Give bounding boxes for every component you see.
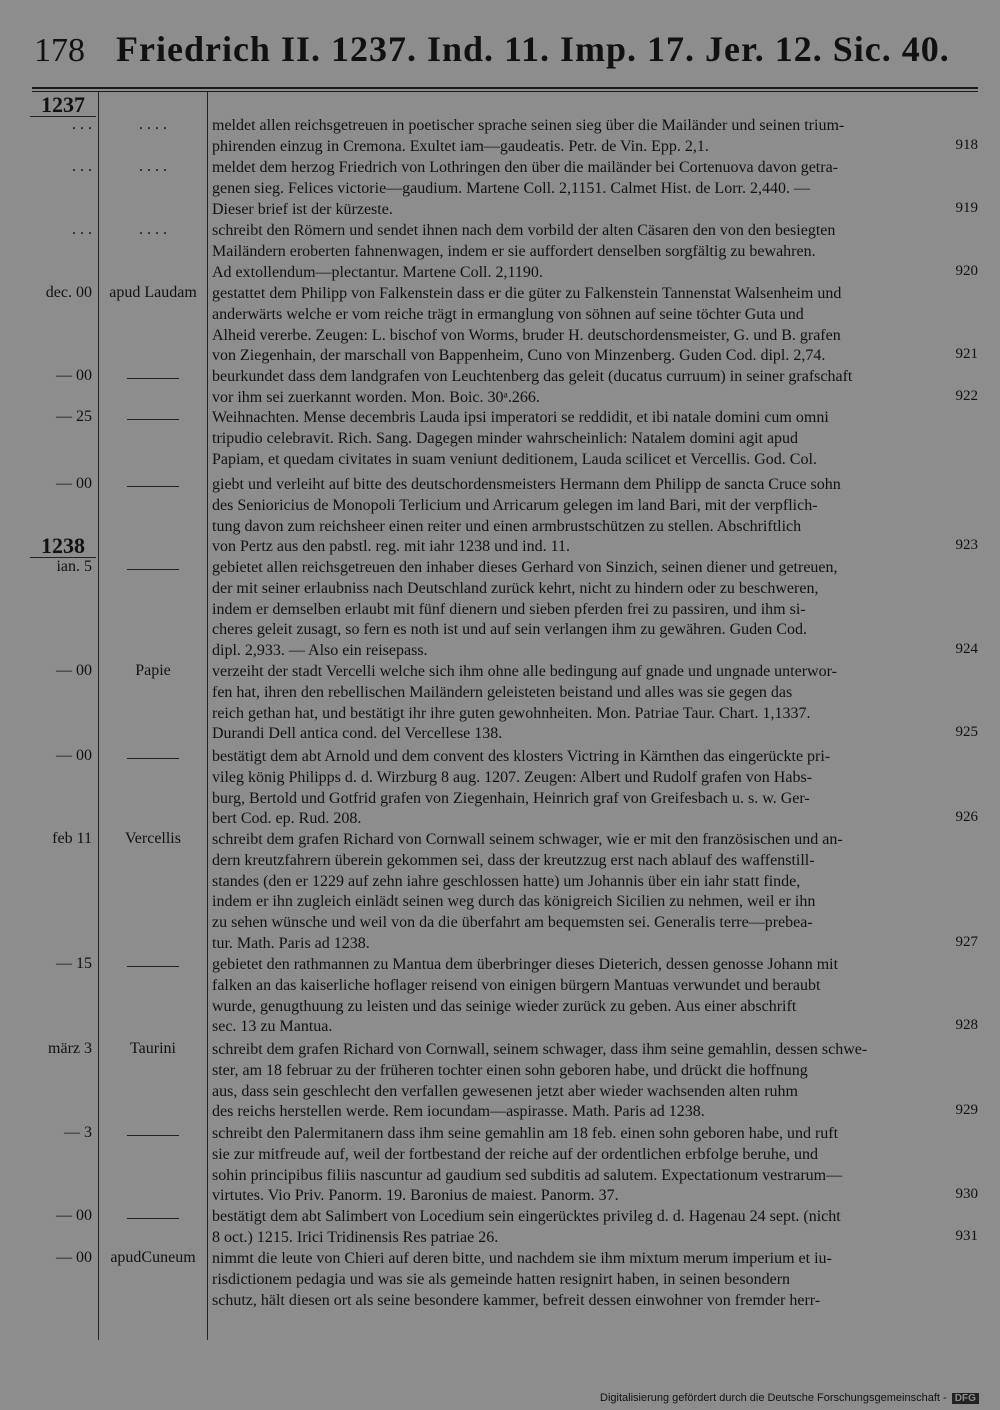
entry-date: — 3 <box>64 1124 92 1141</box>
entry-date: — 25 <box>56 408 92 425</box>
header-rule-thin <box>32 91 978 92</box>
entry-line: standes (den er 1229 auf zehn iahre geschlossen hatte) um Johannis über ein iahr statt finde, <box>212 872 801 890</box>
entry-place: Papie <box>135 662 171 679</box>
entry-line: beurkundet dass dem landgrafen von Leuchtenberg das geleit (ducatus curruum) in seiner grafschaft <box>212 368 853 385</box>
entry-line: giebt und verleiht auf bitte des deutschordensmeisters Hermann dem Philipp de sancta Cruce sohn <box>212 476 841 493</box>
entry-line: wurde, genugthuung zu leisten und das seinige wieder zurück zu geben. Aus einer abschrift <box>212 997 797 1015</box>
entry-number: 920 <box>955 262 978 279</box>
entry-text <box>212 158 978 220</box>
entry-line: sohin principibus filiis nascuntur ad gaudium sed subditis ad salutem. Expectationum vestrarum— <box>212 1166 843 1184</box>
entry-line: von Ziegenhain, der marschall von Bappenheim, Cuno von Minzenberg. Guden Cod. dipl. 2,74. <box>212 347 826 365</box>
entry-line: aus, dass sein geschlecht den verfallen gewesenen jetzt aber wieder wachsenden alten ruhm <box>212 1082 798 1100</box>
entry-date: — 00 <box>56 1207 92 1224</box>
entry-date: — 00 <box>56 747 92 764</box>
entry-number: 924 <box>955 641 978 658</box>
entry-line: schreibt den Römern und sendet ihnen nach dem vorbild der alten Cäsaren den von den besiegten <box>212 222 836 239</box>
entry-text <box>212 747 978 830</box>
entry-number: 931 <box>955 1227 978 1244</box>
entry-date: — 00 <box>56 475 92 492</box>
entry-date: . . . <box>72 116 92 133</box>
entry-line: Ad extollendum—plectantur. Martene Coll. 2,1190. <box>212 263 543 281</box>
entry-place: . . . . <box>139 116 167 133</box>
credit-text: Digitalisierung gefördert durch die Deutsche Forschungsgemeinschaft - <box>600 1392 947 1404</box>
entry-place <box>98 475 208 487</box>
entry-place: apud Laudam <box>109 284 197 301</box>
dfg-logo: DFG <box>952 1393 979 1404</box>
entry-number: 926 <box>955 809 978 826</box>
entry-line: dipl. 2,933. — Also ein reisepass. <box>212 642 428 660</box>
entry-text <box>212 1207 978 1249</box>
entry-place <box>98 367 208 379</box>
header-rule <box>32 87 978 89</box>
entry-number: 919 <box>955 199 978 216</box>
entry-text <box>212 558 978 662</box>
entry-line: schreibt dem grafen Richard von Cornwall, seinem schwager, dass ihm seine gemahlin, dessen schwe- <box>212 1041 868 1058</box>
entry-line: der mit seiner erlaubniss nach Deutschland zurück kehrt, nicht zu hindern oder zu beschweren, <box>212 579 819 597</box>
entry-line: 8 oct.) 1215. Irici Tridinensis Res patriae 26. <box>212 1228 499 1246</box>
ditto-dash <box>127 486 179 487</box>
entry-text <box>212 284 978 367</box>
entry-line: risdictionem pedagia und was sie als gemeinde hatten resignirt haben, in seinen besondern <box>212 1270 791 1288</box>
entry-line: gebietet allen reichsgetreuen den inhaber dieses Gerhard von Sinzich, seinen diener und getreuen, <box>212 559 838 576</box>
entry-date: — 00 <box>56 662 92 679</box>
column-divider-place <box>207 92 208 1340</box>
entry-line: ster, am 18 februar zu der früheren tochter einen sohn geboren habe, und drückt die hoffnung <box>212 1061 808 1079</box>
entry-number: 930 <box>955 1186 978 1203</box>
digitization-credit <box>600 1392 982 1404</box>
entry-date: — 15 <box>56 955 92 972</box>
entry-line: anderwärts welche er vom reiche trägt in ermanglung von söhnen auf seine töchter Guta und <box>212 305 804 323</box>
entry-line: phirenden einzug in Cremona. Exultet iam—gaudeatis. Petr. de Vin. Epp. 2,1. <box>212 137 709 155</box>
entry-place: apudCuneum <box>110 1249 196 1266</box>
ditto-dash <box>127 758 179 759</box>
ditto-dash <box>127 378 179 379</box>
ditto-dash <box>127 1135 179 1136</box>
entry-line: meldet dem herzog Friedrich von Lothringen den über die mailänder bei Cortenuova davon getra- <box>212 159 839 176</box>
entry-date: märz 3 <box>48 1040 92 1057</box>
entry-line: schreibt dem grafen Richard von Cornwall seinem schwager, wie er mit den französischen und an- <box>212 831 843 848</box>
entry-place <box>98 558 208 570</box>
entry-text <box>212 116 978 158</box>
ditto-dash <box>127 569 179 570</box>
year-heading-1237: 1237 <box>30 94 96 117</box>
entry-line: bestätigt dem abt Salimbert von Locedium sein eingerücktes privileg d. d. Hagenau 24 sept. (nicht <box>212 1208 841 1225</box>
entry-date: — 00 <box>56 1249 92 1266</box>
entry-date: — 00 <box>56 367 92 384</box>
ditto-dash <box>127 1218 179 1219</box>
entry-text <box>212 1249 978 1311</box>
column-divider-date <box>98 92 99 1340</box>
entry-text <box>212 221 978 283</box>
entry-place <box>98 1207 208 1219</box>
entry-line: des reichs herstellen werde. Rem iocundam—aspirasse. Math. Paris ad 1238. <box>212 1103 705 1121</box>
entry-line: nimmt die leute von Chieri auf deren bitte, und nachdem sie ihm mixtum merum imperium et iu- <box>212 1250 832 1267</box>
entry-line: tung davon zum reichsheer einen reiter und einen armbrustschützen zu stellen. Abschriftlich <box>212 517 802 535</box>
entry-line: verzeiht der stadt Vercelli welche sich ihm ohne alle bedingung auf gnade und ungnade unterwor- <box>212 663 837 680</box>
entry-number: 927 <box>955 934 978 950</box>
entry-place: Vercellis <box>125 830 181 847</box>
entry-line: genen sieg. Felices victorie—gaudium. Martene Coll. 2,1151. Calmet Hist. de Lorr. 2,440. — <box>212 179 810 197</box>
entry-line: vor ihm sei zuerkannt worden. Mon. Boic. 30ᵃ.266. <box>212 388 540 406</box>
entry-number: 928 <box>955 1017 978 1034</box>
entry-line: Dieser brief ist der kürzeste. <box>212 200 393 218</box>
entry-date: dec. 00 <box>45 284 92 301</box>
page-number: 178 <box>34 32 85 69</box>
entry-line: fen hat, ihren den rebellischen Mailändern geleisteten beistand und alles was sie gegen das <box>212 683 793 701</box>
entry-line: tripudio celebravit. Rich. Sang. Dagegen minder wahrscheinlich: Natalem domini agit apud <box>212 429 799 447</box>
entry-line: zu sehen wünsche und weil von da die überfahrt am bequemsten sei. Generalis terre—prebea- <box>212 914 813 932</box>
entry-text <box>212 367 978 409</box>
entry-text <box>212 475 978 558</box>
entry-text <box>212 955 978 1038</box>
year-heading-1238: 1238 <box>30 535 96 558</box>
entry-number: 918 <box>955 136 978 153</box>
running-header <box>32 28 952 76</box>
entry-line: schutz, hält diesen ort als seine besondere kammer, befreit dessen einwohner von fremder herr- <box>212 1291 821 1309</box>
entry-text <box>212 830 978 955</box>
entry-line: sec. 13 zu Mantua. <box>212 1018 333 1036</box>
entry-line: Weihnachten. Mense decembris Lauda ipsi imperatori se reddidit, et ibi natale domini cum omni <box>212 409 829 426</box>
entry-line: bestätigt dem abt Arnold und dem convent des klosters Victring in Kärnthen das eingerückte pri- <box>212 748 831 765</box>
entry-line: vileg könig Philipps d. d. Wirzburg 8 aug. 1207. Zeugen: Albert und Rudolf grafen von Habs- <box>212 768 813 786</box>
entry-text <box>212 662 978 745</box>
entry-text <box>212 1040 978 1123</box>
entry-date: . . . <box>72 158 92 175</box>
entry-date: feb 11 <box>52 830 92 847</box>
entry-date: ian. 5 <box>56 558 92 575</box>
entry-line: Mailändern eroberten fahnenwagen, indem er sie auffordert denselben sorgfältig zu bewahren. <box>212 242 816 260</box>
entry-line: cheres geleit zusagt, so fern es noth ist und auf sein verlangen ihm zu gewähren. Guden Cod. <box>212 621 807 639</box>
ditto-dash <box>127 966 179 967</box>
entry-line: gestattet dem Philipp von Falkenstein dass er die güter zu Falkenstein Tannenstat Walsenheim und <box>212 285 842 302</box>
entry-line: Alheid vererbe. Zeugen: L. bischof von Worms, bruder H. deutschordensmeister, G. und B. grafen <box>212 326 841 344</box>
entry-number: 921 <box>955 346 978 363</box>
entry-text <box>212 408 978 470</box>
entry-line: Durandi Dell antica cond. del Vercellese 138. <box>212 725 503 743</box>
entry-line: reich gethan hat, und bestätigt ihr ihre guten gewohnheiten. Mon. Patriae Taur. Chart. 1,1337. <box>212 704 811 722</box>
entry-line: von Pertz aus den pabstl. reg. mit iahr 1238 und ind. 11. <box>212 538 571 556</box>
entry-line: indem er ihn zugleich einlädt seinen weg durch das königreich Sicilien zu nehmen, weil er ihn <box>212 893 816 911</box>
entry-place <box>98 1124 208 1136</box>
entry-line: bert Cod. ep. Rud. 208. <box>212 810 362 828</box>
entry-number: 922 <box>955 387 978 404</box>
entry-line: indem er demselben erlaubt mit fünf dienern und sieben pferden frei zu passiren, und ihm si- <box>212 600 806 618</box>
entry-number: 925 <box>955 724 978 741</box>
entry-line: burg, Bertold und Gotfrid grafen von Ziegenhain, Heinrich graf von Greifesbach u. s. w. Ger- <box>212 789 810 807</box>
entry-line: dern kreutzfahrern überein gekommen sei, dass der kreutzzug erst nach ablauf des waffenstill- <box>212 851 815 869</box>
entry-line: sie zur mitfreude auf, weil der fortbestand der reiche auf der ordentlichen erbfolge beruhe, und <box>212 1145 818 1163</box>
entry-place <box>98 408 208 420</box>
entry-place: Taurini <box>130 1040 176 1057</box>
entry-place <box>98 747 208 759</box>
entry-line: gebietet den rathmannen zu Mantua dem überbringer dieses Dieterich, dessen genosse Johann mit <box>212 956 839 973</box>
entry-line: meldet allen reichsgetreuen in poetischer sprache seinen sieg über die Mailänder und seinen trium- <box>212 117 845 134</box>
entry-place: . . . . <box>139 158 167 175</box>
entry-place <box>98 955 208 967</box>
running-title: Friedrich II. 1237. Ind. 11. Imp. 17. Jer. 12. Sic. 40. <box>116 29 950 69</box>
entry-number: 929 <box>955 1102 978 1119</box>
entry-line: tur. Math. Paris ad 1238. <box>212 934 370 952</box>
entry-line: des Senioricius de Monopoli Terlicium und Arricarum gelegen im land Bari, mit der verpflich- <box>212 496 818 514</box>
entry-line: virtutes. Vio Priv. Panorm. 19. Baronius de maiest. Panorm. 37. <box>212 1187 619 1205</box>
entry-place: . . . . <box>139 221 167 238</box>
entry-date: . . . <box>72 221 92 238</box>
entry-number: 923 <box>955 537 978 554</box>
entry-line: Papiam, et quedam civitates in suam veniunt deditionem, Lauda scilicet et Vercellis. God. Col. <box>212 450 817 468</box>
entry-text <box>212 1124 978 1207</box>
entry-line: falken an das kaiserliche hoflager reisend von einigen bürgern Mantuas verwundet und beraubt <box>212 976 821 994</box>
entry-line: schreibt den Palermitanern dass ihm seine gemahlin am 18 feb. einen sohn geboren habe, und ruft <box>212 1125 839 1142</box>
ditto-dash <box>127 419 179 420</box>
